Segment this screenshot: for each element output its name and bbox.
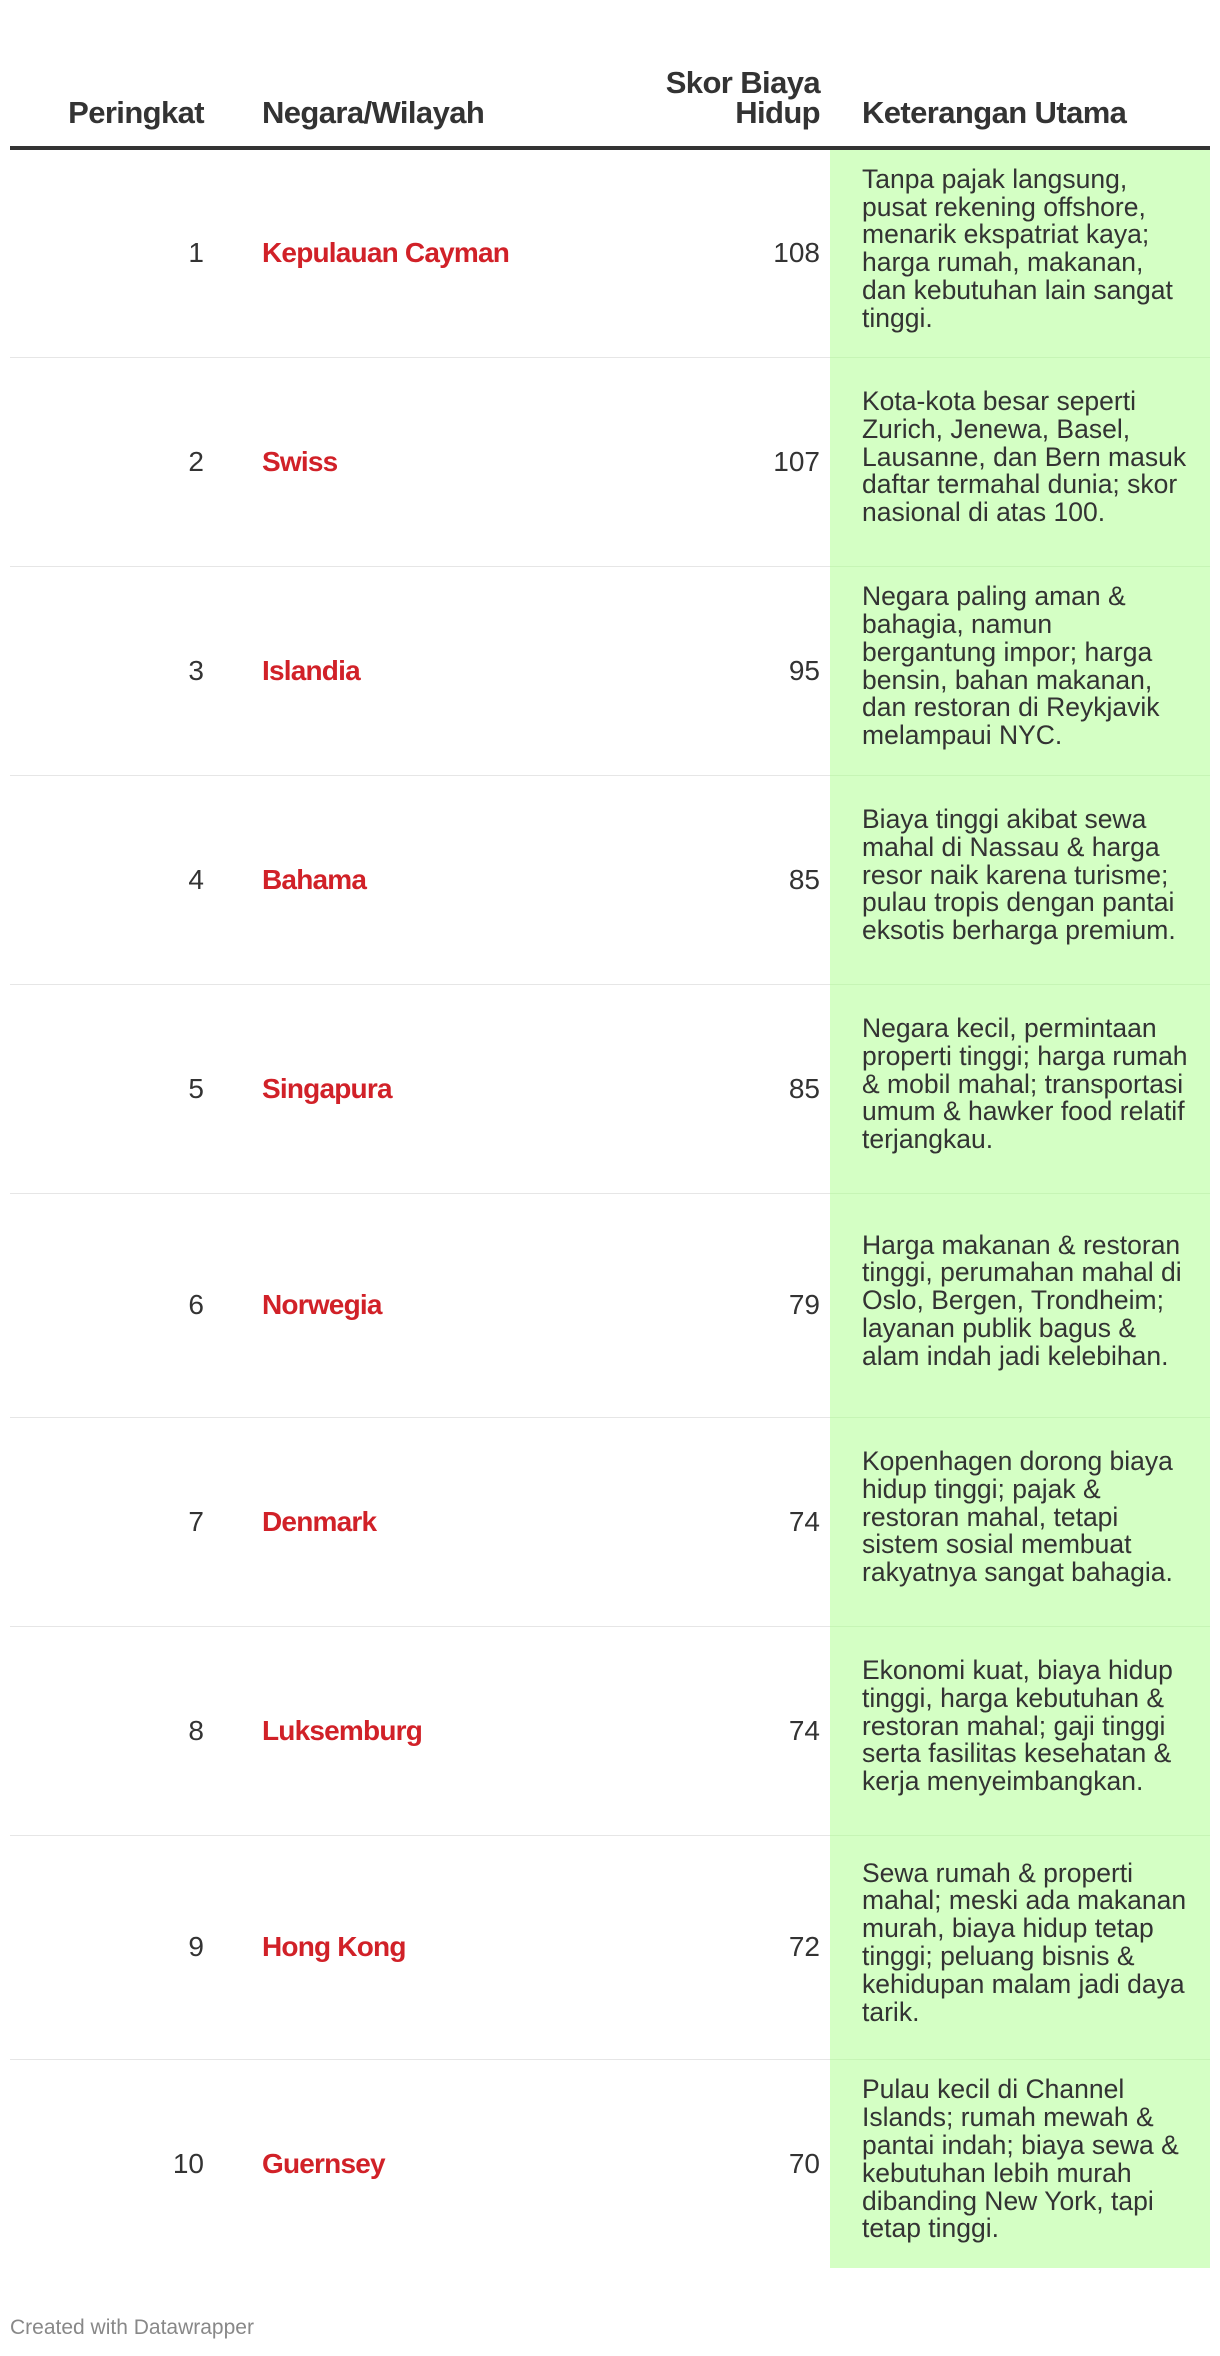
header-score-label-line2: Hidup xyxy=(735,95,820,130)
rank-cell: 3 xyxy=(10,566,210,775)
rank-cell: 1 xyxy=(10,148,210,357)
rank-cell: 4 xyxy=(10,775,210,984)
score-cell: 107 xyxy=(440,357,830,566)
country-cell: Norwegia xyxy=(210,1193,440,1417)
country-cell: Bahama xyxy=(210,775,440,984)
rank-cell: 8 xyxy=(10,1626,210,1835)
table-row xyxy=(10,984,1210,1193)
country-cell: Hong Kong xyxy=(210,1835,440,2059)
country-cell: Singapura xyxy=(210,984,440,1193)
description-cell: Ekonomi kuat, biaya hidup tinggi, harga kebutuhan & restoran mahal; gaji tinggi serta fasilitas kesehatan & kerja menyeimbangkan. xyxy=(830,1626,1210,1835)
rank-cell: 2 xyxy=(10,357,210,566)
description-cell: Harga makanan & restoran tinggi, perumahan mahal di Oslo, Bergen, Trondheim; layanan publik bagus & alam indah jadi kelebihan. xyxy=(830,1193,1210,1417)
score-cell: 85 xyxy=(440,984,830,1193)
header-description-label: Keterangan Utama xyxy=(862,95,1127,130)
description-cell: Pulau kecil di Channel Islands; rumah mewah & pantai indah; biaya sewa & kebutuhan lebih murah dibanding New York, tapi tetap tinggi. xyxy=(830,2059,1210,2268)
score-cell: 74 xyxy=(440,1417,830,1626)
table-header xyxy=(10,0,1210,148)
score-cell: 72 xyxy=(440,1835,830,2059)
country-cell: Islandia xyxy=(210,566,440,775)
header-description[interactable] xyxy=(830,0,1210,148)
score-cell: 85 xyxy=(440,775,830,984)
score-cell: 70 xyxy=(788,2147,820,2179)
ranking-table-container xyxy=(10,0,1210,2268)
datawrapper-credit[interactable]: Created with Datawrapper xyxy=(10,2316,254,2339)
header-country-label: Negara/Wilayah xyxy=(262,95,485,130)
table-row xyxy=(10,357,1210,566)
country-cell: Swiss xyxy=(210,357,440,566)
rank-cell: 5 xyxy=(10,984,210,1193)
score-cell: 79 xyxy=(440,1193,830,1417)
table-row xyxy=(10,148,1210,357)
description-cell: Kota-kota besar seperti Zurich, Jenewa, Basel, Lausanne, dan Bern masuk daftar termahal dunia; skor nasional di atas 100. xyxy=(830,357,1210,566)
table-row xyxy=(10,566,1210,775)
description-cell: Kopenhagen dorong biaya hidup tinggi; pajak & restoran mahal, tetapi sistem sosial membuat rakyatnya sangat bahagia. xyxy=(830,1417,1210,1626)
table-row xyxy=(10,1193,1210,1417)
rank-cell: 6 xyxy=(10,1193,210,1417)
header-rank-label: Peringkat xyxy=(68,95,204,130)
table-row xyxy=(10,775,1210,984)
header-score[interactable] xyxy=(440,0,830,148)
score-cell: 74 xyxy=(440,1626,830,1835)
score-cell: 108 xyxy=(440,148,830,357)
rank-cell: 7 xyxy=(10,1417,210,1626)
header-row xyxy=(10,0,1210,148)
description-cell: Negara kecil, permintaan properti tinggi; harga rumah & mobil mahal; transportasi umum & hawker food relatif terjangkau. xyxy=(830,984,1210,1193)
header-rank[interactable] xyxy=(10,0,210,148)
header-score-label-line1: Skor Biaya xyxy=(665,65,820,100)
rank-cell: 10 xyxy=(172,2147,204,2179)
table-row xyxy=(10,2059,1210,2268)
table-row xyxy=(10,1835,1210,2059)
header-country[interactable] xyxy=(210,0,485,148)
rank-cell: 9 xyxy=(10,1835,210,2059)
country-cell: Denmark xyxy=(210,1417,440,1626)
description-cell: Negara paling aman & bahagia, namun bergantung impor; harga bensin, bahan makanan, dan restoran di Reykjavik melampaui NYC. xyxy=(830,566,1210,775)
score-cell: 95 xyxy=(440,566,830,775)
description-cell: Tanpa pajak langsung, pusat rekening offshore, menarik ekspatriat kaya; harga rumah, makanan, dan kebutuhan lain sangat tinggi. xyxy=(830,148,1210,357)
description-cell: Sewa rumah & properti mahal; meski ada makanan murah, biaya hidup tetap tinggi; peluang bisnis & kehidupan malam jadi daya tarik. xyxy=(830,1835,1210,2059)
table-row xyxy=(10,1417,1210,1626)
country-cell: Guernsey xyxy=(262,2147,385,2179)
cost-of-living-table xyxy=(10,0,1210,2268)
country-cell: Kepulauan Cayman xyxy=(210,148,440,357)
description-cell: Biaya tinggi akibat sewa mahal di Nassau & harga resor naik karena turisme; pulau tropis dengan pantai eksotis berharga premium. xyxy=(830,775,1210,984)
country-cell: Luksemburg xyxy=(210,1626,440,1835)
table-row xyxy=(10,1626,1210,1835)
table-body xyxy=(10,148,1210,2268)
